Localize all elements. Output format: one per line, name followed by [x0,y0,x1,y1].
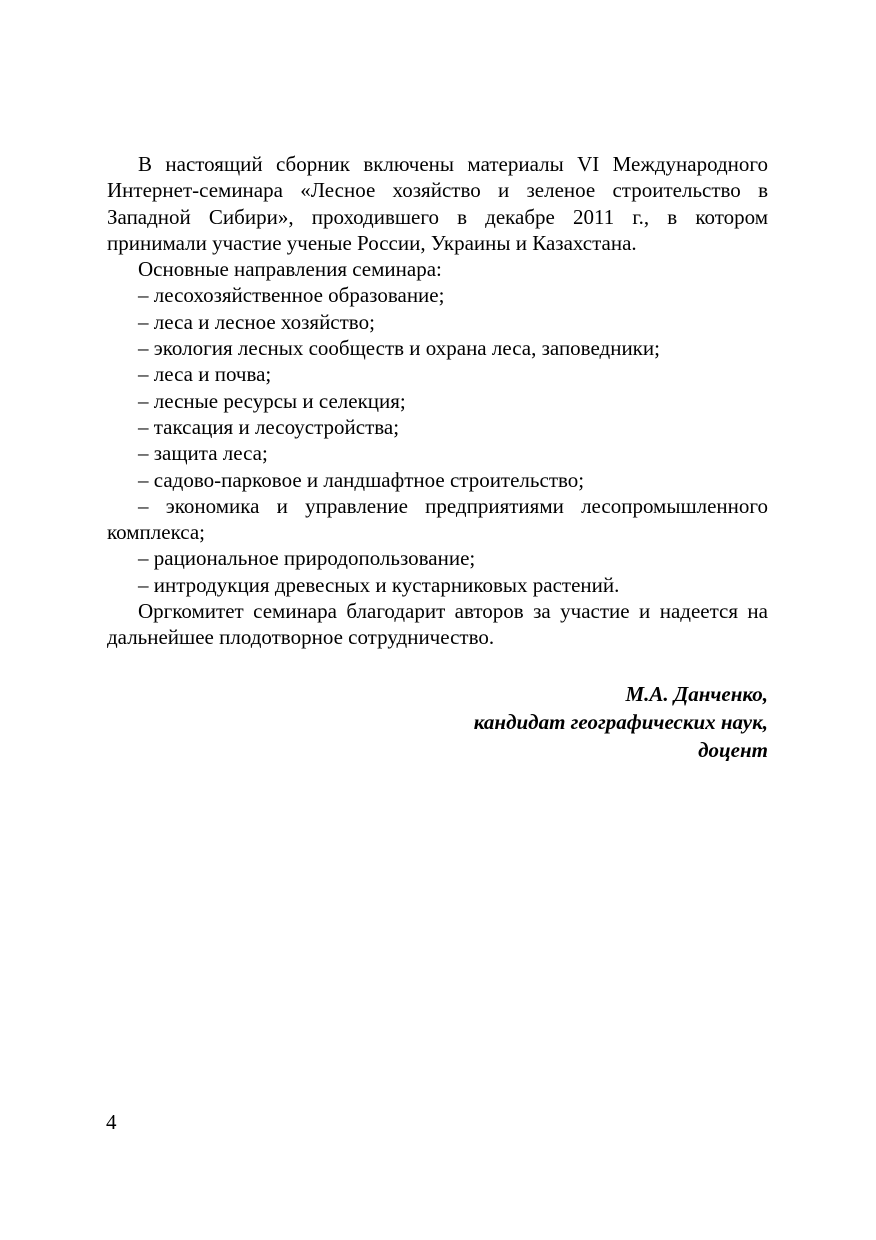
list-item: – защита леса; [138,441,268,466]
signature-degree: кандидат географических наук, [473,710,768,734]
list-item: – леса и лесное хозяйство; [138,309,375,334]
list-item: – лесохозяйственное образование; [138,283,445,308]
preface-body [107,151,768,651]
signature-name: М.А. Данченко, [625,682,768,706]
list-item: – экология лесных сообществ и охрана леса, заповедники; [138,336,660,361]
page-number: 4 [106,1110,117,1134]
list-item: – таксация и лесоустройства; [138,414,400,439]
signature-block [474,680,768,764]
list-item: – экономика и управление предприятиями лесопромышленного комплекса; [107,493,768,545]
list-item: – рациональное природопользование; [138,546,476,571]
closing-paragraph: Оргкомитет семинара благодарит авторов за участие и надеется на дальнейшее плодотворное сотрудничество. [107,599,768,650]
directions-list [107,282,768,598]
list-item: – садово-парковое и ландшафтное строительство; [138,467,585,492]
list-item: – лесные ресурсы и селекция; [138,388,406,413]
signature-title: доцент [698,738,768,762]
list-item: – интродукция древесных и кустарниковых растений. [138,572,620,597]
directions-heading: Основные направления семинара: [138,257,442,282]
intro-paragraph: В настоящий сборник включены материалы VI Международного Интернет-семинара «Лесное хозяйство и зеленое строительство в Западной Сибири», проходившего в декабре 2011 г., в котором принимали участие ученые России, Украины и Казахстана. [107,152,768,255]
list-item: – леса и почва; [138,362,272,387]
